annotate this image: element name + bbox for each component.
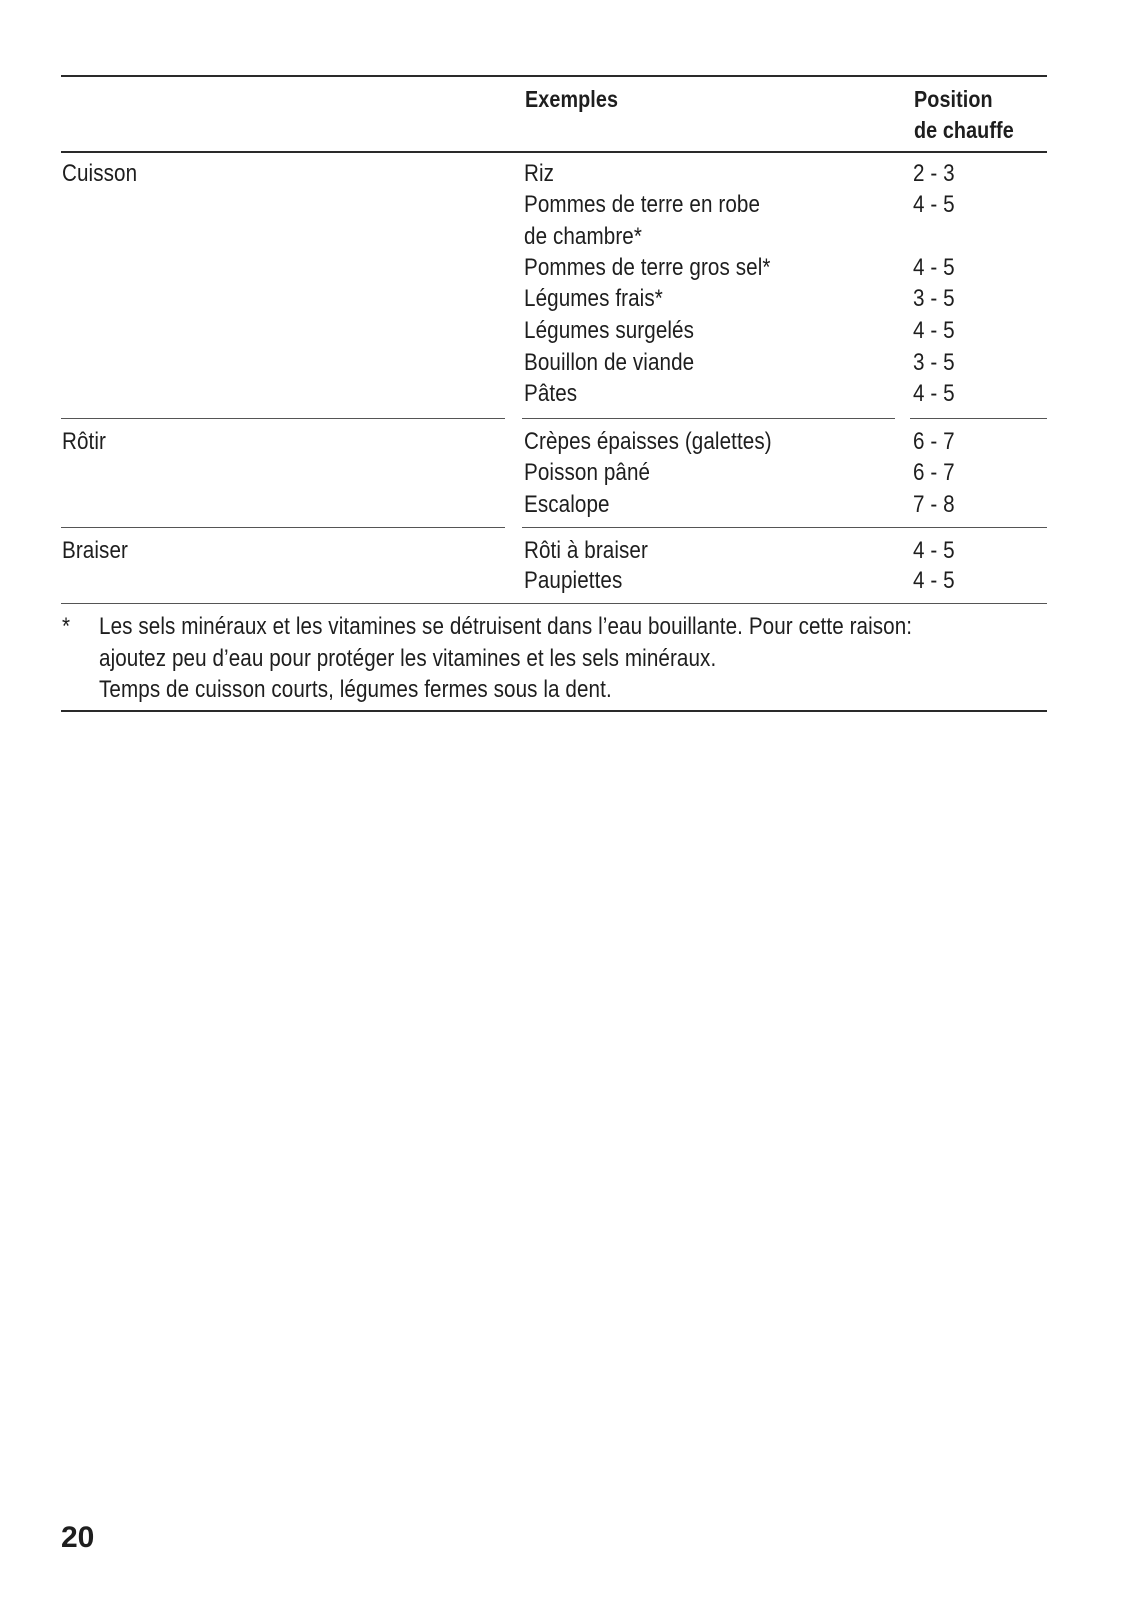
category-cuisson: Cuisson: [62, 160, 138, 187]
section-separator-1b: [522, 418, 895, 419]
footnote-line-1: Les sels minéraux et les vitamines se détruisent dans l’eau bouillante. Pour cette raison:: [99, 613, 913, 640]
example-riz: Riz: [524, 160, 555, 187]
category-rotir: Rôtir: [62, 428, 107, 455]
example-pommes-robe-line2: de chambre*: [524, 223, 642, 250]
example-bouillon: Bouillon de viande: [524, 349, 695, 376]
position-roti-braiser: 4 - 5: [913, 537, 955, 564]
position-legumes-surgeles: 4 - 5: [913, 317, 955, 344]
header-bottom-rule: [61, 151, 1047, 153]
column-header-examples: Exemples: [525, 86, 619, 112]
example-pommes-robe: Pommes de terre en robe: [524, 191, 761, 218]
example-poisson: Poisson pâné: [524, 459, 651, 486]
example-pates: Pâtes: [524, 380, 578, 407]
position-pommes-gros-sel: 4 - 5: [913, 254, 955, 281]
example-crepes: Crèpes épaisses (galettes): [524, 428, 772, 455]
example-roti-braiser: Rôti à braiser: [524, 537, 648, 564]
position-bouillon: 3 - 5: [913, 349, 955, 376]
position-pates: 4 - 5: [913, 380, 955, 407]
footnote-separator: [61, 603, 1047, 604]
page-number: 20: [61, 1521, 95, 1554]
column-header-position-line2: de chauffe: [914, 117, 1014, 143]
position-crepes: 6 - 7: [913, 428, 955, 455]
position-riz: 2 - 3: [913, 160, 955, 187]
section-separator-1a: [61, 418, 505, 419]
column-header-position-line1: Position: [914, 86, 993, 112]
example-escalope: Escalope: [524, 491, 610, 518]
table-bottom-rule: [61, 710, 1047, 712]
position-pommes-robe: 4 - 5: [913, 191, 955, 218]
section-separator-1c: [910, 418, 1047, 419]
footnote-marker: *: [62, 613, 71, 640]
example-legumes-frais: Légumes frais*: [524, 285, 663, 312]
position-paupiettes: 4 - 5: [913, 567, 955, 594]
footnote-line-3: Temps de cuisson courts, légumes fermes sous la dent.: [99, 676, 612, 703]
position-legumes-frais: 3 - 5: [913, 285, 955, 312]
footnote-line-2: ajoutez peu d’eau pour protéger les vitamines et les sels minéraux.: [99, 645, 717, 672]
example-legumes-surgeles: Légumes surgelés: [524, 317, 695, 344]
position-escalope: 7 - 8: [913, 491, 955, 518]
example-pommes-gros-sel: Pommes de terre gros sel*: [524, 254, 771, 281]
section-separator-2b: [522, 527, 1047, 528]
position-poisson: 6 - 7: [913, 459, 955, 486]
section-separator-2a: [61, 527, 505, 528]
category-braiser: Braiser: [62, 537, 128, 564]
example-paupiettes: Paupiettes: [524, 567, 623, 594]
table-top-rule: [61, 75, 1047, 77]
